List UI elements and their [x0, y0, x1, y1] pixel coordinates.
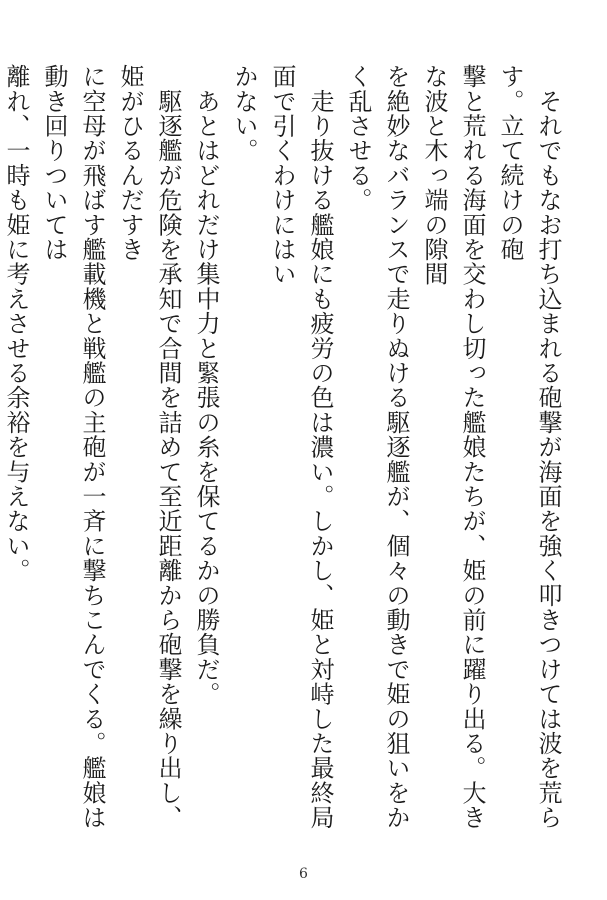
- text-line: かない。: [230, 64, 258, 163]
- page-number: 6: [299, 866, 308, 882]
- text-line: 離れ、一時も姫に考えさせる余裕を与えない。: [2, 64, 30, 583]
- text-line: それでもなお打ち込まれる砲撃が海面を強く叩きつけては波を荒らす。立て続けの砲: [496, 64, 562, 830]
- text-line: に空母が飛ばす艦載機と戦艦の主砲が一斉に撃ちこんでくる。艦娘は動き回りついては: [40, 64, 106, 830]
- text-line: 撃と荒れる海面を交わし切った艦娘たちが、姫の前に躍り出る。大きな波と木っ端の隙間: [420, 64, 486, 830]
- text-line: 駆逐艦が危険を承知で合間を詰めて至近距離から砲撃を繰り出し、姫がひるんだすき: [116, 64, 182, 830]
- text-line: あとはどれだけ集中力と緊張の糸を保てるかの勝負だ。: [192, 64, 220, 707]
- text-line: を絶妙なバランスで走りぬける駆逐艦が、個々の動きで姫の狙いをかく乱させる。: [344, 64, 410, 830]
- text-line: 走り抜ける艦娘にも疲労の色は濃い。しかし、姫と対峙した最終局面で引くわけにはい: [268, 64, 334, 830]
- vertical-text-body: [0, 64, 567, 854]
